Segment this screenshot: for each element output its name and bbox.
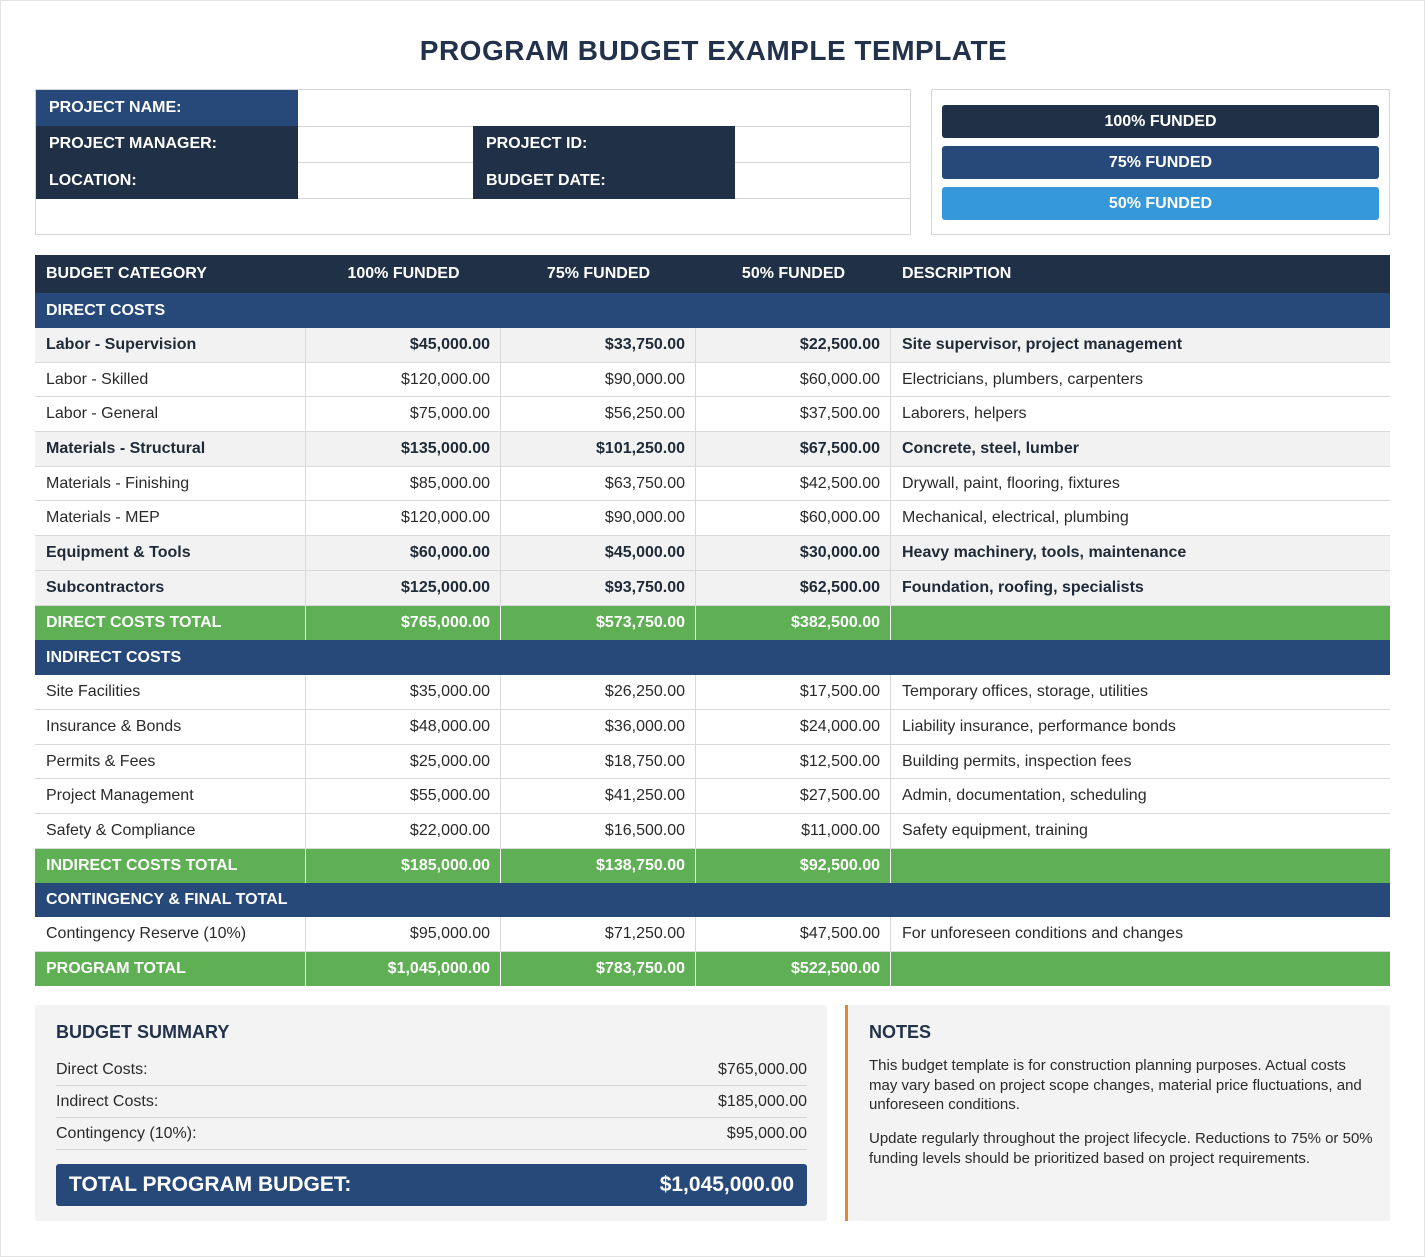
project-id-label: PROJECT ID: bbox=[473, 126, 735, 162]
row-75-funded: $93,750.00 bbox=[501, 571, 696, 605]
summary-label: Indirect Costs: bbox=[56, 1092, 159, 1110]
row-100-funded: $48,000.00 bbox=[306, 710, 501, 744]
indirect-costs-total-row bbox=[35, 849, 1390, 883]
row-75-funded: $101,250.00 bbox=[501, 432, 696, 466]
summary-row-contingency bbox=[56, 1118, 807, 1150]
section-direct-costs bbox=[35, 293, 1390, 328]
table-row bbox=[35, 779, 1390, 814]
row-description: Laborers, helpers bbox=[902, 405, 1027, 422]
row-description: Site supervisor, project management bbox=[902, 336, 1183, 353]
row-category: Materials - Finishing bbox=[35, 467, 306, 500]
row-100-funded: $120,000.00 bbox=[306, 501, 501, 535]
row-100-funded: $120,000.00 bbox=[306, 363, 501, 396]
table-row bbox=[35, 917, 1390, 952]
row-category: Labor - Skilled bbox=[35, 363, 306, 396]
table-row bbox=[35, 467, 1390, 501]
summary-row-indirect bbox=[56, 1086, 807, 1118]
total-label: PROGRAM TOTAL bbox=[35, 952, 306, 986]
header-description: DESCRIPTION bbox=[902, 265, 1012, 282]
budget-date-field[interactable] bbox=[735, 162, 910, 199]
total-program-budget-value: $1,045,000.00 bbox=[659, 1173, 794, 1196]
row-75-funded: $56,250.00 bbox=[501, 397, 696, 431]
row-100-funded: $85,000.00 bbox=[306, 467, 501, 500]
project-info-block bbox=[35, 89, 911, 235]
row-50-funded: $22,500.00 bbox=[696, 328, 891, 362]
total-50-funded: $92,500.00 bbox=[696, 849, 891, 883]
table-row bbox=[35, 571, 1390, 606]
row-75-funded: $71,250.00 bbox=[501, 917, 696, 951]
header-50-funded: 50% FUNDED bbox=[741, 265, 846, 282]
table-row bbox=[35, 745, 1390, 779]
project-manager-field[interactable] bbox=[298, 126, 473, 163]
summary-row-direct bbox=[56, 1054, 807, 1086]
row-50-funded: $67,500.00 bbox=[696, 432, 891, 466]
row-75-funded: $36,000.00 bbox=[501, 710, 696, 744]
header-100-funded: 100% FUNDED bbox=[347, 265, 460, 282]
row-category: Labor - General bbox=[35, 397, 306, 431]
row-50-funded: $60,000.00 bbox=[696, 363, 891, 396]
row-100-funded: $45,000.00 bbox=[306, 328, 501, 362]
summary-title: BUDGET SUMMARY bbox=[56, 1022, 230, 1042]
project-name-field[interactable] bbox=[298, 90, 910, 127]
table-row bbox=[35, 501, 1390, 536]
row-75-funded: $16,500.00 bbox=[501, 814, 696, 848]
row-description: For unforeseen conditions and changes bbox=[902, 925, 1184, 942]
row-category: Equipment & Tools bbox=[35, 536, 306, 570]
notes-title: NOTES bbox=[869, 1022, 932, 1042]
row-75-funded: $45,000.00 bbox=[501, 536, 696, 570]
table-row bbox=[35, 710, 1390, 745]
location-label: LOCATION: bbox=[36, 162, 298, 199]
summary-label: Direct Costs: bbox=[56, 1060, 148, 1078]
row-100-funded: $75,000.00 bbox=[306, 397, 501, 431]
row-100-funded: $95,000.00 bbox=[306, 917, 501, 951]
total-label: INDIRECT COSTS TOTAL bbox=[35, 849, 306, 883]
project-manager-label: PROJECT MANAGER: bbox=[36, 126, 298, 162]
row-100-funded: $55,000.00 bbox=[306, 779, 501, 813]
row-category: Materials - Structural bbox=[35, 432, 306, 466]
row-75-funded: $18,750.00 bbox=[501, 745, 696, 778]
summary-label: Contingency (10%): bbox=[56, 1124, 197, 1142]
row-description: Electricians, plumbers, carpenters bbox=[902, 370, 1143, 388]
notes-paragraph-2: Update regularly throughout the project lifecycle. Reductions to 75% or 50% funding levels should be prioritized based on project requirements. bbox=[869, 1130, 1373, 1167]
row-description: Building permits, inspection fees bbox=[902, 752, 1132, 770]
row-category: Materials - MEP bbox=[35, 501, 306, 535]
page-title: PROGRAM BUDGET EXAMPLE TEMPLATE bbox=[419, 35, 1008, 66]
row-75-funded: $90,000.00 bbox=[501, 501, 696, 535]
row-50-funded: $47,500.00 bbox=[696, 917, 891, 951]
table-row bbox=[35, 363, 1390, 397]
row-100-funded: $60,000.00 bbox=[306, 536, 501, 570]
row-50-funded: $37,500.00 bbox=[696, 397, 891, 431]
total-program-budget-bar bbox=[56, 1164, 807, 1206]
legend-50-funded: 50% FUNDED bbox=[942, 187, 1379, 220]
section-title: INDIRECT COSTS bbox=[46, 648, 182, 666]
total-label: DIRECT COSTS TOTAL bbox=[35, 606, 306, 640]
total-50-funded: $382,500.00 bbox=[696, 606, 891, 640]
section-title: DIRECT COSTS bbox=[46, 301, 166, 319]
header-budget-category: BUDGET CATEGORY bbox=[46, 265, 207, 282]
section-indirect-costs bbox=[35, 640, 1390, 675]
section-contingency bbox=[35, 883, 1390, 917]
row-75-funded: $33,750.00 bbox=[501, 328, 696, 362]
row-75-funded: $90,000.00 bbox=[501, 363, 696, 396]
row-description: Heavy machinery, tools, maintenance bbox=[902, 544, 1187, 561]
funding-legend bbox=[931, 89, 1390, 235]
row-category: Insurance & Bonds bbox=[35, 710, 306, 744]
row-description: Admin, documentation, scheduling bbox=[902, 787, 1147, 804]
row-100-funded: $25,000.00 bbox=[306, 745, 501, 778]
row-50-funded: $42,500.00 bbox=[696, 467, 891, 500]
row-description: Drywall, paint, flooring, fixtures bbox=[902, 474, 1120, 492]
row-category: Safety & Compliance bbox=[35, 814, 306, 848]
row-category: Labor - Supervision bbox=[35, 328, 306, 362]
row-75-funded: $26,250.00 bbox=[501, 675, 696, 709]
direct-costs-total-row bbox=[35, 606, 1390, 640]
row-50-funded: $30,000.00 bbox=[696, 536, 891, 570]
total-description bbox=[891, 606, 1390, 640]
table-row bbox=[35, 536, 1390, 571]
budget-date-label: BUDGET DATE: bbox=[473, 162, 735, 199]
total-100-funded: $185,000.00 bbox=[306, 849, 501, 883]
total-75-funded: $573,750.00 bbox=[501, 606, 696, 640]
row-50-funded: $62,500.00 bbox=[696, 571, 891, 605]
row-description: Safety equipment, training bbox=[902, 822, 1088, 839]
row-100-funded: $125,000.00 bbox=[306, 571, 501, 605]
location-field[interactable] bbox=[298, 162, 473, 199]
total-description bbox=[891, 849, 1390, 883]
row-category: Permits & Fees bbox=[35, 745, 306, 778]
row-description: Liability insurance, performance bonds bbox=[902, 718, 1176, 735]
summary-value: $185,000.00 bbox=[718, 1092, 807, 1110]
total-50-funded: $522,500.00 bbox=[696, 952, 891, 986]
row-category: Site Facilities bbox=[35, 675, 306, 709]
total-description bbox=[891, 952, 1390, 986]
row-category: Contingency Reserve (10%) bbox=[35, 917, 306, 951]
row-category: Subcontractors bbox=[35, 571, 306, 605]
table-row bbox=[35, 397, 1390, 432]
program-total-row bbox=[35, 952, 1390, 986]
legend-100-funded: 100% FUNDED bbox=[942, 105, 1379, 138]
header-75-funded: 75% FUNDED bbox=[546, 265, 651, 282]
legend-75-funded: 75% FUNDED bbox=[942, 146, 1379, 179]
row-category: Project Management bbox=[35, 779, 306, 813]
summary-value: $95,000.00 bbox=[726, 1124, 807, 1142]
total-100-funded: $765,000.00 bbox=[306, 606, 501, 640]
table-row bbox=[35, 814, 1390, 849]
row-100-funded: $35,000.00 bbox=[306, 675, 501, 709]
row-100-funded: $22,000.00 bbox=[306, 814, 501, 848]
row-50-funded: $11,000.00 bbox=[696, 814, 891, 848]
total-75-funded: $138,750.00 bbox=[501, 849, 696, 883]
project-name-label: PROJECT NAME: bbox=[36, 90, 298, 126]
total-program-budget-label: TOTAL PROGRAM BUDGET: bbox=[69, 1173, 352, 1196]
notes-paragraph-1: This budget template is for construction planning purposes. Actual costs may vary based on project scope changes, material price fluctuations, and unforeseen conditions. bbox=[869, 1057, 1362, 1113]
budget-summary-panel bbox=[35, 1005, 827, 1221]
table-header-row bbox=[35, 255, 1390, 293]
row-50-funded: $24,000.00 bbox=[696, 710, 891, 744]
row-description: Mechanical, electrical, plumbing bbox=[902, 509, 1129, 526]
summary-value: $765,000.00 bbox=[718, 1060, 807, 1078]
row-50-funded: $27,500.00 bbox=[696, 779, 891, 813]
row-description: Temporary offices, storage, utilities bbox=[902, 683, 1149, 700]
project-id-field[interactable] bbox=[735, 126, 910, 163]
row-75-funded: $41,250.00 bbox=[501, 779, 696, 813]
section-title: CONTINGENCY & FINAL TOTAL bbox=[46, 891, 288, 908]
table-row bbox=[35, 328, 1390, 363]
row-100-funded: $135,000.00 bbox=[306, 432, 501, 466]
row-description: Foundation, roofing, specialists bbox=[902, 579, 1144, 596]
row-75-funded: $63,750.00 bbox=[501, 467, 696, 500]
row-description: Concrete, steel, lumber bbox=[902, 440, 1079, 457]
table-row bbox=[35, 675, 1390, 710]
total-75-funded: $783,750.00 bbox=[501, 952, 696, 986]
row-50-funded: $60,000.00 bbox=[696, 501, 891, 535]
total-100-funded: $1,045,000.00 bbox=[306, 952, 501, 986]
table-row bbox=[35, 432, 1390, 467]
notes-panel bbox=[845, 1005, 1390, 1221]
row-50-funded: $17,500.00 bbox=[696, 675, 891, 709]
row-50-funded: $12,500.00 bbox=[696, 745, 891, 778]
